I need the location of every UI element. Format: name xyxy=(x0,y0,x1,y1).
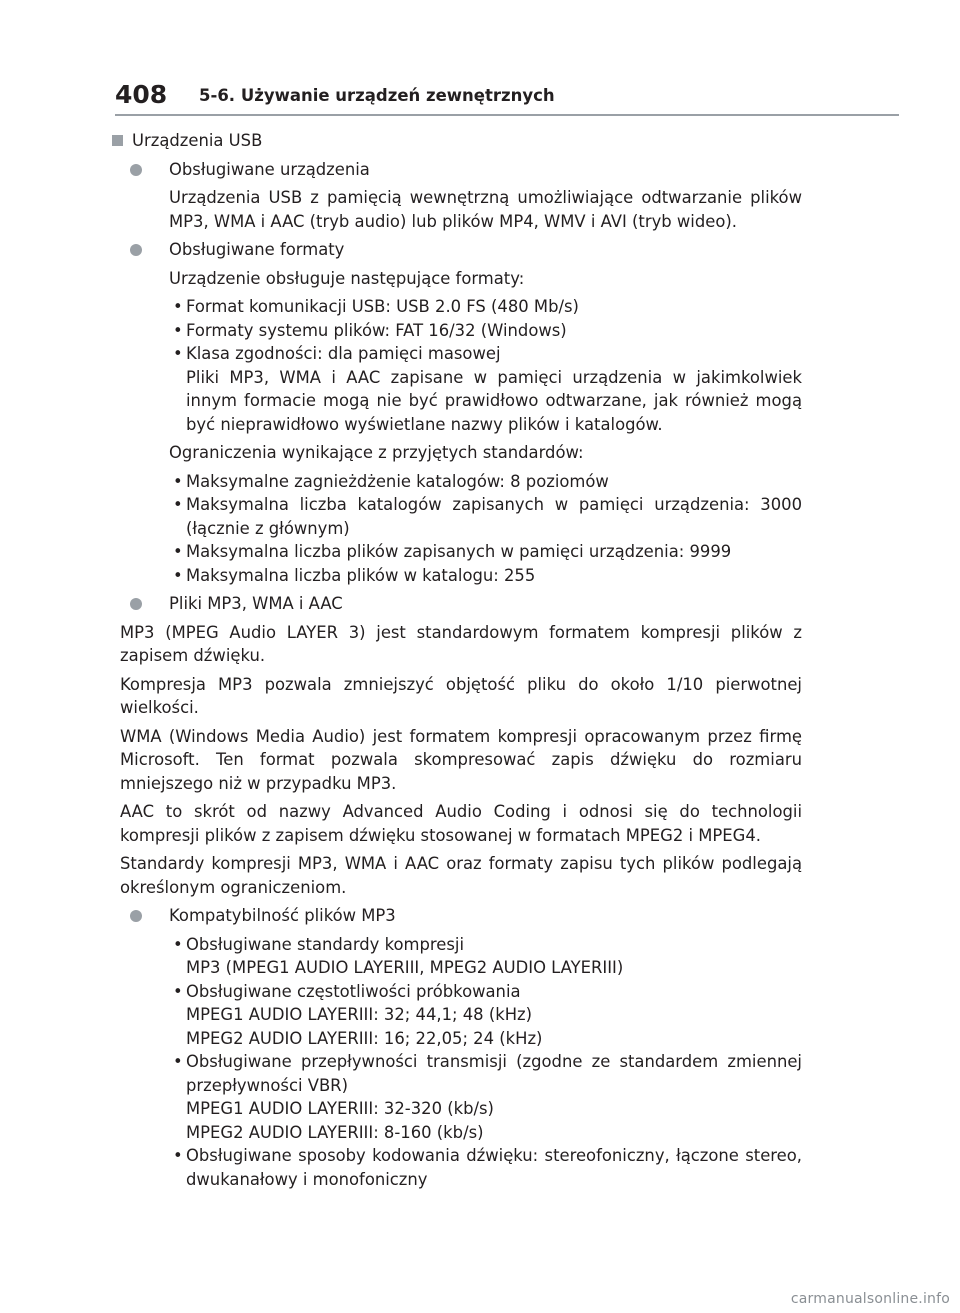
list-item-text: Format komunikacji USB: USB 2.0 FS (480 Mb/s) xyxy=(186,297,579,316)
list-item-text: Obsługiwane standardy kompresji xyxy=(186,934,465,954)
list-item xyxy=(120,295,802,319)
list-item-detail: MP3 (MPEG1 AUDIO LAYERIII, MPEG2 AUDIO LAYERIII) xyxy=(186,958,624,977)
list-item-text: Maksymalna liczba katalogów zapisanych w pamięci urządzenia: 3000 (łącznie z głównym) xyxy=(186,495,802,538)
list-item xyxy=(120,540,802,564)
list-item xyxy=(120,493,802,540)
paragraph: AAC to skrót od nazwy Advanced Audio Coding i odnosi się do technologii kompresji plików z zapisem dźwięku stosowanej w formatach MPEG2 i MPEG4. xyxy=(120,802,802,845)
list-item-text: Maksymalna liczba plików zapisanych w pamięci urządzenia: 9999 xyxy=(186,542,732,561)
page-header xyxy=(0,0,960,118)
mp3-compat-list xyxy=(120,933,802,1192)
subheading-text: Obsługiwane formaty xyxy=(169,240,345,259)
paragraph: WMA (Windows Media Audio) jest formatem kompresji opracowanym przez firmę Microsoft. Ten format pozwala skompresować zapis dźwięku do rozmiaru mniejszego niż w przypadku MP3. xyxy=(120,726,802,793)
bullet-dot-icon: • xyxy=(173,297,183,316)
list-item-text: Obsługiwane sposoby kodowania dźwięku: stereofoniczny, łączone stereo, dwukanałowy i monofoniczny xyxy=(186,1146,802,1189)
list-item xyxy=(120,1050,802,1144)
list-item-note: Pliki MP3, WMA i AAC zapisane w pamięci urządzenia w jakimkolwiek innym formacie mogą nie być prawidłowo odtwarzane, jak również mogą być nieprawidłowo wyświetlane nazwy plików i katalogów. xyxy=(186,367,802,434)
list-item-text: Maksymalne zagnieżdżenie katalogów: 8 poziomów xyxy=(186,471,609,491)
list-item-detail: MPEG1 AUDIO LAYERIII: 32-320 (kb/s) xyxy=(186,1099,494,1118)
page-content xyxy=(120,129,802,1196)
bullet-dot-icon: • xyxy=(173,495,183,514)
list-item-text: Obsługiwane częstotliwości próbkowania xyxy=(186,981,521,1001)
list-item-detail: MPEG2 AUDIO LAYERIII: 8-160 (kb/s) xyxy=(186,1122,484,1142)
list-item-text: Klasa zgodności: dla pamięci masowej xyxy=(186,344,501,363)
subheading-text: Kompatybilność plików MP3 xyxy=(169,906,396,925)
section-title: 5-6. Używanie urządzeń zewnętrznych xyxy=(199,86,555,105)
subheading-supported-formats xyxy=(120,238,802,262)
bullet-dot-icon: • xyxy=(173,344,183,363)
square-bullet-icon xyxy=(112,135,123,146)
section-heading-usb xyxy=(120,129,802,153)
subheading-mp3-compat xyxy=(120,904,802,928)
paragraph: Standardy kompresji MP3, WMA i AAC oraz formaty zapisu tych plików podlegają określonym ograniczeniom. xyxy=(120,854,802,897)
list-item xyxy=(120,319,802,343)
circle-bullet-icon xyxy=(130,244,142,256)
list-item xyxy=(120,980,802,1051)
bullet-dot-icon: • xyxy=(173,320,183,340)
bullet-dot-icon: • xyxy=(173,1146,183,1165)
bullet-dot-icon: • xyxy=(173,542,183,561)
page-number: 408 xyxy=(115,80,168,109)
list-item xyxy=(120,564,802,588)
watermark: carmanualsonline.info xyxy=(790,1291,950,1307)
subheading-supported-devices xyxy=(120,158,802,182)
list-item-text: Obsługiwane przepływności transmisji (zgodne ze standardem zmiennej przepływności VBR) xyxy=(186,1052,802,1095)
list-item-detail: MPEG1 AUDIO LAYERIII: 32; 44,1; 48 (kHz) xyxy=(186,1005,533,1024)
formats-list xyxy=(120,295,802,436)
bullet-dot-icon: • xyxy=(173,1052,183,1071)
list-item xyxy=(120,342,802,436)
list-item-text: Formaty systemu plików: FAT 16/32 (Windows) xyxy=(186,320,567,340)
paragraph: Ograniczenia wynikające z przyjętych standardów: xyxy=(169,443,584,462)
subheading-text: Obsługiwane urządzenia xyxy=(169,159,370,179)
subheading-text: Pliki MP3, WMA i AAC xyxy=(169,594,343,613)
subheading-files xyxy=(120,592,802,616)
paragraph: Urządzenia USB z pamięcią wewnętrzną umożliwiające odtwarzanie plików MP3, WMA i AAC (tryb audio) lub plików MP4, WMV i AVI (tryb wideo). xyxy=(169,188,802,231)
circle-bullet-icon xyxy=(130,598,142,610)
list-item xyxy=(120,933,802,980)
list-item-detail: MPEG2 AUDIO LAYERIII: 16; 22,05; 24 (kHz) xyxy=(186,1028,543,1048)
list-item xyxy=(120,1144,802,1191)
bullet-dot-icon: • xyxy=(173,934,183,954)
circle-bullet-icon xyxy=(130,910,142,922)
list-item-text: Maksymalna liczba plików w katalogu: 255 xyxy=(186,565,536,585)
list-item xyxy=(120,470,802,494)
bullet-dot-icon: • xyxy=(173,565,183,585)
heading-text: Urządzenia USB xyxy=(132,131,263,150)
paragraph: Kompresja MP3 pozwala zmniejszyć objętość pliku do około 1/10 pierwotnej wielkości. xyxy=(120,674,802,717)
header-divider xyxy=(115,114,899,116)
circle-bullet-icon xyxy=(130,164,142,176)
bullet-dot-icon: • xyxy=(173,981,183,1001)
bullet-dot-icon: • xyxy=(173,471,183,491)
paragraph: MP3 (MPEG Audio LAYER 3) jest standardowym formatem kompresji plików z zapisem dźwięku. xyxy=(120,622,802,665)
limits-list xyxy=(120,470,802,588)
paragraph: Urządzenie obsługuje następujące formaty: xyxy=(169,268,525,288)
